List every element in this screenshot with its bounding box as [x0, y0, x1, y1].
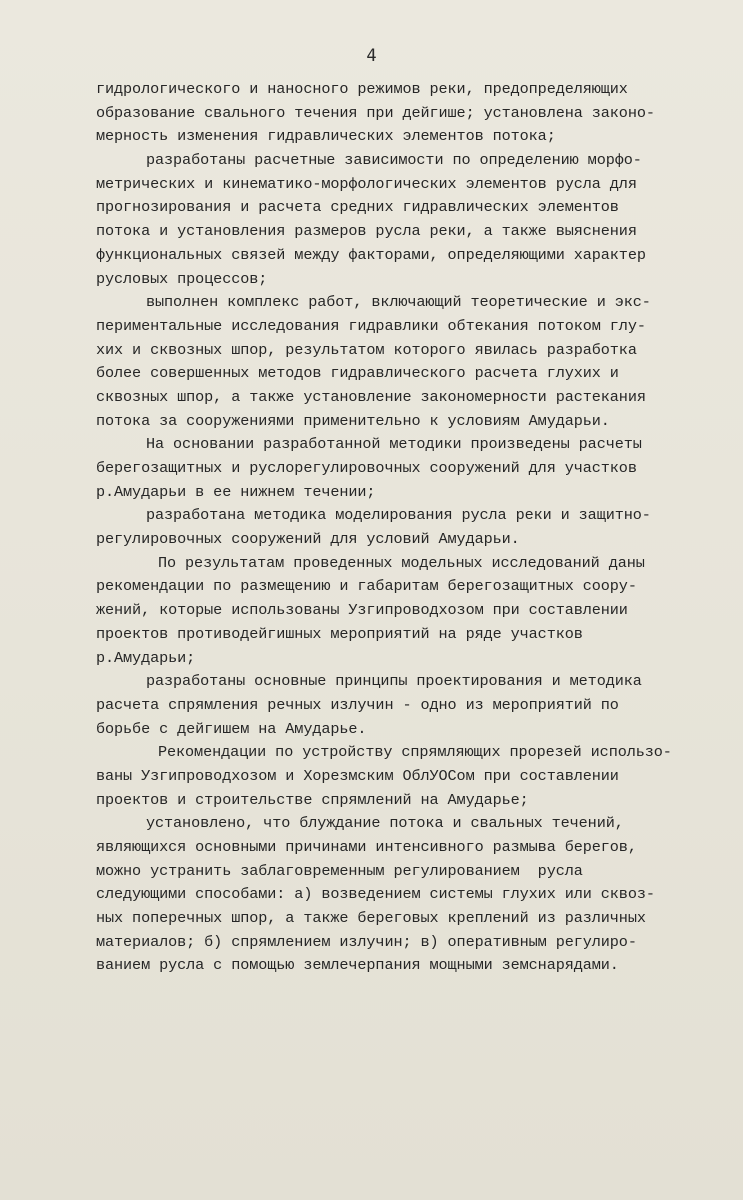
text-line: прогнозирования и расчета средних гидравлических элементов: [96, 198, 619, 217]
text-line: жений, которые использованы Узгипроводхозом при составлении: [96, 601, 628, 620]
text-line: потока за сооружениями применительно к условиям Амударьи.: [96, 411, 610, 430]
text-line: материалов; б) спрямлением излучин; в) оперативным регулиро-: [96, 932, 637, 951]
paragraph-start-line: разработаны основные принципы проектирования и методика: [146, 672, 642, 691]
text-line: расчета спрямления речных излучин - одно из мероприятий по: [96, 695, 619, 714]
body-text: [0, 78, 743, 978]
text-line: р.Амударьи в ее нижнем течении;: [96, 482, 376, 501]
paragraph-start-line: установлено, что блуждание потока и свальных течений,: [146, 814, 624, 833]
text-line: образование свального течения при дейгише; установлена законо-: [96, 103, 655, 122]
text-line: регулировочных сооружений для условий Амударьи.: [96, 530, 520, 549]
text-line: можно устранить заблаговременным регулированием русла: [96, 861, 583, 880]
text-line: сквозных шпор, а также установление закономерности растекания: [96, 387, 646, 406]
text-line: проектов противодейгишных мероприятий на ряде участков: [96, 624, 583, 643]
text-line: более совершенных методов гидравлического расчета глухих и: [96, 364, 619, 383]
text-line: мерность изменения гидравлических элементов потока;: [96, 127, 556, 146]
text-line: периментальные исследования гидравлики обтекания потоком глу-: [96, 316, 646, 335]
text-line: следующими способами: а) возведением системы глухих или сквоз-: [96, 885, 655, 904]
text-line: функциональных связей между факторами, определяющими характер: [96, 245, 646, 264]
text-line: гидрологического и наносного режимов реки, предопределяющих: [96, 80, 628, 98]
text-line: хих и сквозных шпор, результатом которого явилась разработка: [96, 340, 637, 359]
page-number: 4: [366, 46, 377, 66]
text-line: метрических и кинематико-морфологических элементов русла для: [96, 174, 637, 193]
text-line: берегозащитных и руслорегулировочных сооружений для участков: [96, 459, 637, 477]
paragraph-start-line: разработаны расчетные зависимости по определению морфо-: [146, 151, 642, 170]
paragraph-start-line: выполнен комплекс работ, включающий теоретические и экс-: [146, 293, 651, 312]
text-line: являющихся основными причинами интенсивного размыва берегов,: [96, 838, 637, 856]
text-line: р.Амударьи;: [96, 648, 196, 667]
text-line: рекомендации по размещению и габаритам берегозащитных соору-: [96, 577, 637, 596]
text-line: потока и установления размеров русла реки, а также выяснения: [96, 222, 637, 241]
paragraph-start-line: По результатам проведенных модельных исследований даны: [158, 553, 645, 572]
paragraph-start-line: Рекомендации по устройству спрямляющих прорезей использо-: [158, 743, 672, 762]
text-line: проектов и строительстве спрямлений на Амударье;: [96, 790, 529, 809]
text-line: ных поперечных шпор, а также береговых креплений из различных: [96, 909, 646, 928]
paragraph-start-line: На основании разработанной методики произведены расчеты: [146, 435, 642, 454]
text-line: борьбе с дейгишем на Амударье.: [96, 719, 367, 738]
text-line: ванием русла с помощью землечерпания мощными земснарядами.: [96, 956, 619, 975]
text-line: ваны Узгипроводхозом и Хорезмским ОблУОСом при составлении: [96, 766, 619, 785]
text-line: русловых процессов;: [96, 269, 268, 288]
paragraph-start-line: разработана методика моделирования русла реки и защитно-: [146, 506, 651, 525]
